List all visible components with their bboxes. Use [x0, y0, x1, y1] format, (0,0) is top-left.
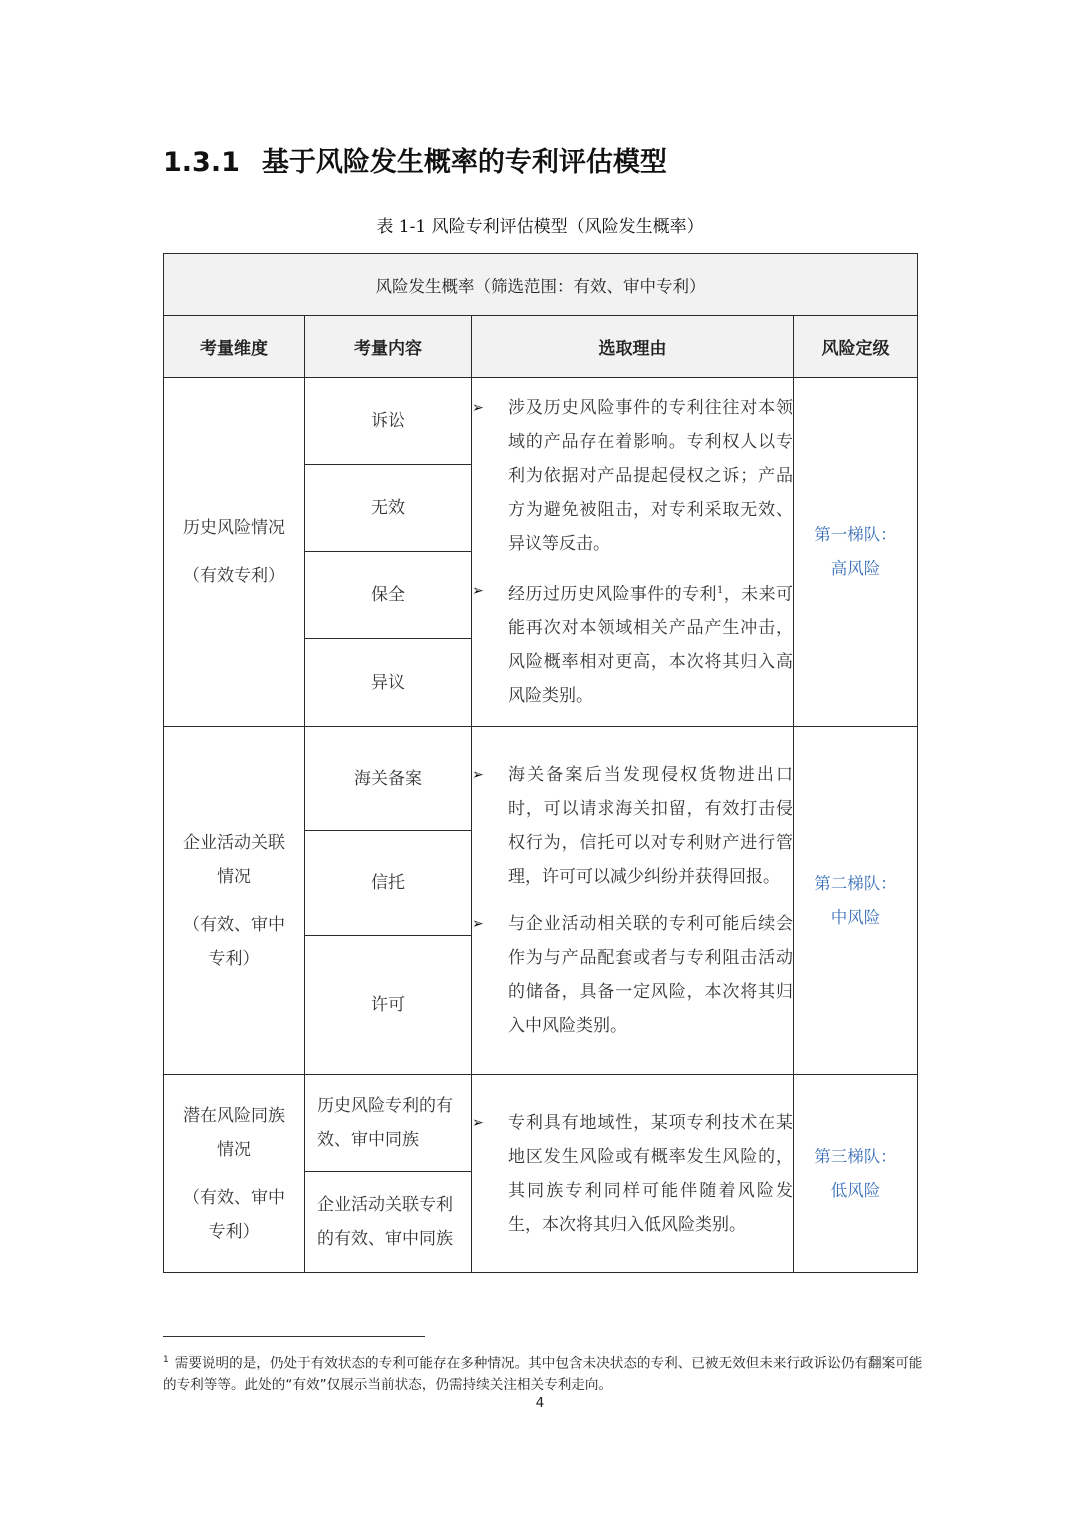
content-cell: 异议 [305, 639, 472, 727]
arrow-bullet-icon: ➢ [472, 582, 484, 599]
dimension-label: 历史风险情况 [183, 518, 285, 538]
content-cell: 历史风险专利的有效、审中同族 [305, 1075, 472, 1172]
table-top-header: 风险发生概率（筛选范围：有效、审中专利） [164, 254, 918, 316]
level-tier: 第二梯队： [814, 873, 897, 893]
footnote-divider [163, 1336, 425, 1337]
column-header-reason: 选取理由 [472, 316, 794, 378]
footnote-mark: 1 [163, 1355, 169, 1365]
level-tier: 第三梯队： [814, 1146, 897, 1166]
arrow-bullet-icon: ➢ [472, 399, 484, 416]
risk-model-table [163, 253, 918, 1273]
dimension-note: （有效、审中专利） [183, 914, 285, 969]
content-cell: 许可 [305, 936, 472, 1075]
reason-bullet [472, 907, 793, 1043]
table-caption: 表 1-1 风险专利评估模型（风险发生概率） [376, 217, 704, 237]
risk-level-low [794, 1075, 918, 1273]
reason-text: 海关备案后当发现侵权货物进出口时，可以请求海关扣留，有效打击侵权行为，信托可以对专利财产进行管理，许可可以减少纠纷并获得回报。 [508, 765, 793, 887]
dimension-note: （有效、审中专利） [183, 1187, 285, 1242]
level-name: 低风险 [830, 1180, 881, 1200]
footnote-text: 需要说明的是，仍处于有效状态的专利可能存在多种情况。其中包含未决状态的专利、已被无效但未来行政诉讼仍有翻案可能的专利等等。此处的“有效”仅展示当前状态，仍需持续关注相关专利走向。 [163, 1355, 923, 1393]
section-number: 1.3.1 [163, 147, 240, 178]
content-cell: 企业活动关联专利的有效、审中同族 [305, 1172, 472, 1273]
footnote-ref: 1 [716, 584, 724, 596]
reason-cell-enterprise [472, 727, 794, 1075]
column-header-level: 风险定级 [794, 316, 918, 378]
reason-bullet [472, 758, 793, 894]
section-title: 基于风险发生概率的专利评估模型 [261, 147, 667, 178]
dimension-note: （有效专利） [183, 566, 285, 586]
reason-text-with-footnote: 经历过历史风险事件的专利$^1$，未来可能再次对本领域相关产品产生冲击，风险概率相对更高，本次将其归入高风险类别。 [508, 584, 793, 707]
risk-level-medium [794, 727, 918, 1075]
reason-cell-family [472, 1075, 794, 1273]
level-name: 高风险 [830, 559, 881, 578]
reason-bullet [472, 1106, 793, 1242]
reason-bullet [472, 574, 793, 714]
content-cell: 诉讼 [305, 378, 472, 465]
level-name: 中风险 [830, 907, 881, 927]
column-header-content: 考量内容 [305, 316, 472, 378]
reason-text: 涉及历史风险事件的专利往往对本领域的产品存在着影响。专利权人以专利为依据对产品提起侵权之诉；产品方为避免被阻击，对专利采取无效、异议等反击。 [508, 397, 793, 554]
page-number: 4 [535, 1395, 545, 1411]
content-cell: 信托 [305, 831, 472, 936]
column-header-dimension: 考量维度 [164, 316, 305, 378]
arrow-bullet-icon: ➢ [472, 916, 484, 932]
dimension-label: 潜在风险同族情况 [183, 1105, 285, 1160]
arrow-bullet-icon: ➢ [472, 1114, 484, 1131]
reason-bullet [472, 391, 793, 561]
dimension-label: 企业活动关联情况 [183, 832, 285, 887]
content-cell: 海关备案 [305, 727, 472, 831]
content-cell: 保全 [305, 552, 472, 639]
risk-level-high [794, 378, 918, 727]
reason-text: 专利具有地域性，某项专利技术在某地区发生风险或有概率发生风险的，其同族专利同样可能伴随着风险发生，本次将其归入低风险类别。 [508, 1112, 793, 1235]
section-heading [163, 140, 667, 179]
reason-text: 与企业活动相关联的专利可能后续会作为与产品配套或者与专利阻击活动的储备，具备一定风险，本次将其归入中风险类别。 [508, 914, 793, 1036]
dimension-history [164, 378, 305, 727]
content-cell: 无效 [305, 465, 472, 552]
reason-cell-history [472, 378, 794, 727]
arrow-bullet-icon: ➢ [472, 767, 484, 783]
footnote [163, 1350, 923, 1396]
dimension-enterprise [164, 727, 305, 1075]
level-tier: 第一梯队： [814, 525, 897, 544]
dimension-family [164, 1075, 305, 1273]
